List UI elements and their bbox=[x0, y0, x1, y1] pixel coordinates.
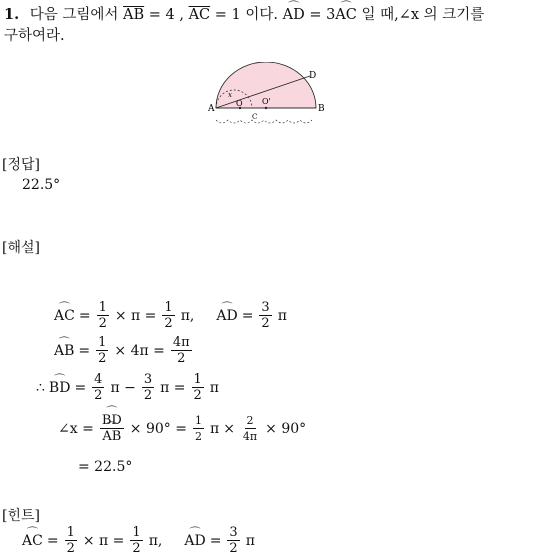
problem-text-part: 구하여라. bbox=[4, 28, 65, 44]
numerator: 4 bbox=[94, 372, 103, 387]
numerator: 3 bbox=[261, 300, 270, 315]
math-text: π bbox=[209, 379, 219, 396]
numerator: 1 bbox=[193, 372, 202, 387]
arc-ac: ⌒ AC bbox=[54, 308, 75, 324]
numerator: 4π bbox=[172, 335, 190, 350]
denominator: 2 bbox=[94, 388, 103, 403]
label-d: D bbox=[309, 71, 317, 81]
problem-text-part: = 1 이다. bbox=[214, 7, 278, 23]
arc-ab: ⌒ AB bbox=[100, 429, 123, 444]
label-o2: O' bbox=[262, 97, 271, 106]
fraction bbox=[227, 525, 239, 556]
arc-bd: ⌒ BD bbox=[100, 413, 124, 429]
math-text: π bbox=[245, 532, 255, 549]
arc-ad: ⌒ AD bbox=[184, 533, 205, 549]
equals: = bbox=[241, 307, 254, 324]
label-a: A bbox=[208, 104, 215, 114]
denominator: 2 bbox=[66, 541, 75, 556]
fraction bbox=[259, 300, 271, 331]
arc-bd: ⌒ BD bbox=[49, 380, 71, 396]
numerator: 1 bbox=[66, 525, 75, 540]
problem-text-part: 일 때,∠x 의 크기를 bbox=[361, 7, 485, 23]
numerator: 1 bbox=[132, 525, 141, 540]
fraction bbox=[97, 300, 109, 331]
fraction bbox=[96, 335, 108, 366]
math-text: π bbox=[209, 420, 220, 437]
problem-number: 1. bbox=[4, 6, 20, 23]
fraction bbox=[92, 372, 104, 403]
answer-value: 22.5° bbox=[22, 177, 61, 193]
therefore-symbol: ∴ bbox=[36, 379, 45, 396]
hint-header: [힌트] bbox=[2, 508, 40, 524]
problem-text-part: = 3 bbox=[309, 7, 336, 23]
problem-text-part: 다음 그림에서 bbox=[29, 7, 119, 23]
math-text: × π = bbox=[114, 307, 157, 324]
answer-header: [정답] bbox=[2, 157, 40, 173]
angle-x: ∠x = bbox=[58, 420, 94, 437]
fraction bbox=[142, 372, 154, 403]
fraction bbox=[241, 413, 259, 444]
numerator: 3 bbox=[143, 372, 153, 387]
arc-ad: ⌒ AD bbox=[216, 308, 237, 324]
denominator: 2 bbox=[229, 541, 238, 556]
math-text: × π = bbox=[82, 532, 125, 549]
denominator: 2 bbox=[261, 316, 270, 331]
numerator: 1 bbox=[98, 335, 107, 350]
label-o: O bbox=[236, 99, 243, 108]
denominator: 2 bbox=[194, 430, 202, 443]
equals: = bbox=[46, 532, 59, 549]
math-text: π − bbox=[110, 379, 136, 396]
equals: = bbox=[209, 532, 222, 549]
denominator: 2 bbox=[132, 541, 141, 556]
label-b: B bbox=[318, 104, 325, 114]
denominator: 2 bbox=[164, 316, 173, 331]
arc-ab: ⌒ AB bbox=[54, 343, 74, 359]
geometry-figure bbox=[206, 62, 330, 126]
fraction bbox=[65, 525, 77, 556]
point-o2 bbox=[265, 107, 267, 109]
solution-header: [해설] bbox=[2, 240, 40, 256]
label-c: C bbox=[252, 113, 258, 121]
fraction bbox=[162, 300, 174, 331]
numerator: 3 bbox=[229, 525, 238, 540]
denominator: 2 bbox=[98, 351, 107, 366]
denominator: 2 bbox=[98, 316, 107, 331]
math-text: × 90° bbox=[265, 420, 307, 437]
solution-line-1 bbox=[54, 300, 287, 331]
denominator: 2 bbox=[143, 388, 153, 403]
math-text: π, bbox=[180, 307, 195, 324]
equals: = bbox=[78, 307, 91, 324]
problem-text bbox=[4, 4, 532, 47]
arc-ad: ⌒ AD bbox=[283, 5, 305, 26]
math-text: π = bbox=[160, 379, 186, 396]
denominator: 2 bbox=[177, 351, 186, 366]
solution-line-4: ∠x = ⌒ BD ⌒ AB × 90° = $\frac{1}{2}$ π × $\frac{2}{4\pi}$ × 90° bbox=[58, 413, 306, 444]
fraction bbox=[100, 413, 124, 444]
segment-ab: $\overline{AB}$ bbox=[123, 7, 145, 23]
numerator: 1 bbox=[194, 414, 202, 427]
numerator: 2 bbox=[246, 414, 254, 427]
label-x: x bbox=[228, 91, 232, 99]
segment-ac: $\overline{AC}$ bbox=[188, 7, 211, 23]
math-text: π, bbox=[148, 532, 163, 549]
solution-line-3 bbox=[36, 372, 219, 403]
equals: = bbox=[78, 342, 91, 359]
numerator: 1 bbox=[98, 300, 107, 315]
solution-line-5: = 22.5° bbox=[78, 459, 133, 475]
hint-line bbox=[22, 525, 255, 556]
arc-ac: ⌒ AC bbox=[335, 5, 357, 26]
arc-ac: ⌒ AC bbox=[22, 533, 43, 549]
denominator: 2 bbox=[193, 388, 202, 403]
denominator: 4π bbox=[242, 430, 258, 443]
equals: = bbox=[74, 379, 87, 396]
fraction bbox=[192, 372, 204, 403]
fraction bbox=[130, 525, 142, 556]
problem-text-part: = 4 , bbox=[148, 7, 184, 23]
fraction bbox=[171, 335, 192, 366]
numerator: 1 bbox=[164, 300, 173, 315]
math-text: π bbox=[277, 307, 287, 324]
math-text: × 4π = bbox=[114, 342, 165, 359]
solution-line-2 bbox=[54, 335, 194, 366]
math-text: × 90° = bbox=[129, 420, 187, 437]
fraction bbox=[193, 413, 204, 444]
measure-arcs bbox=[216, 120, 312, 123]
